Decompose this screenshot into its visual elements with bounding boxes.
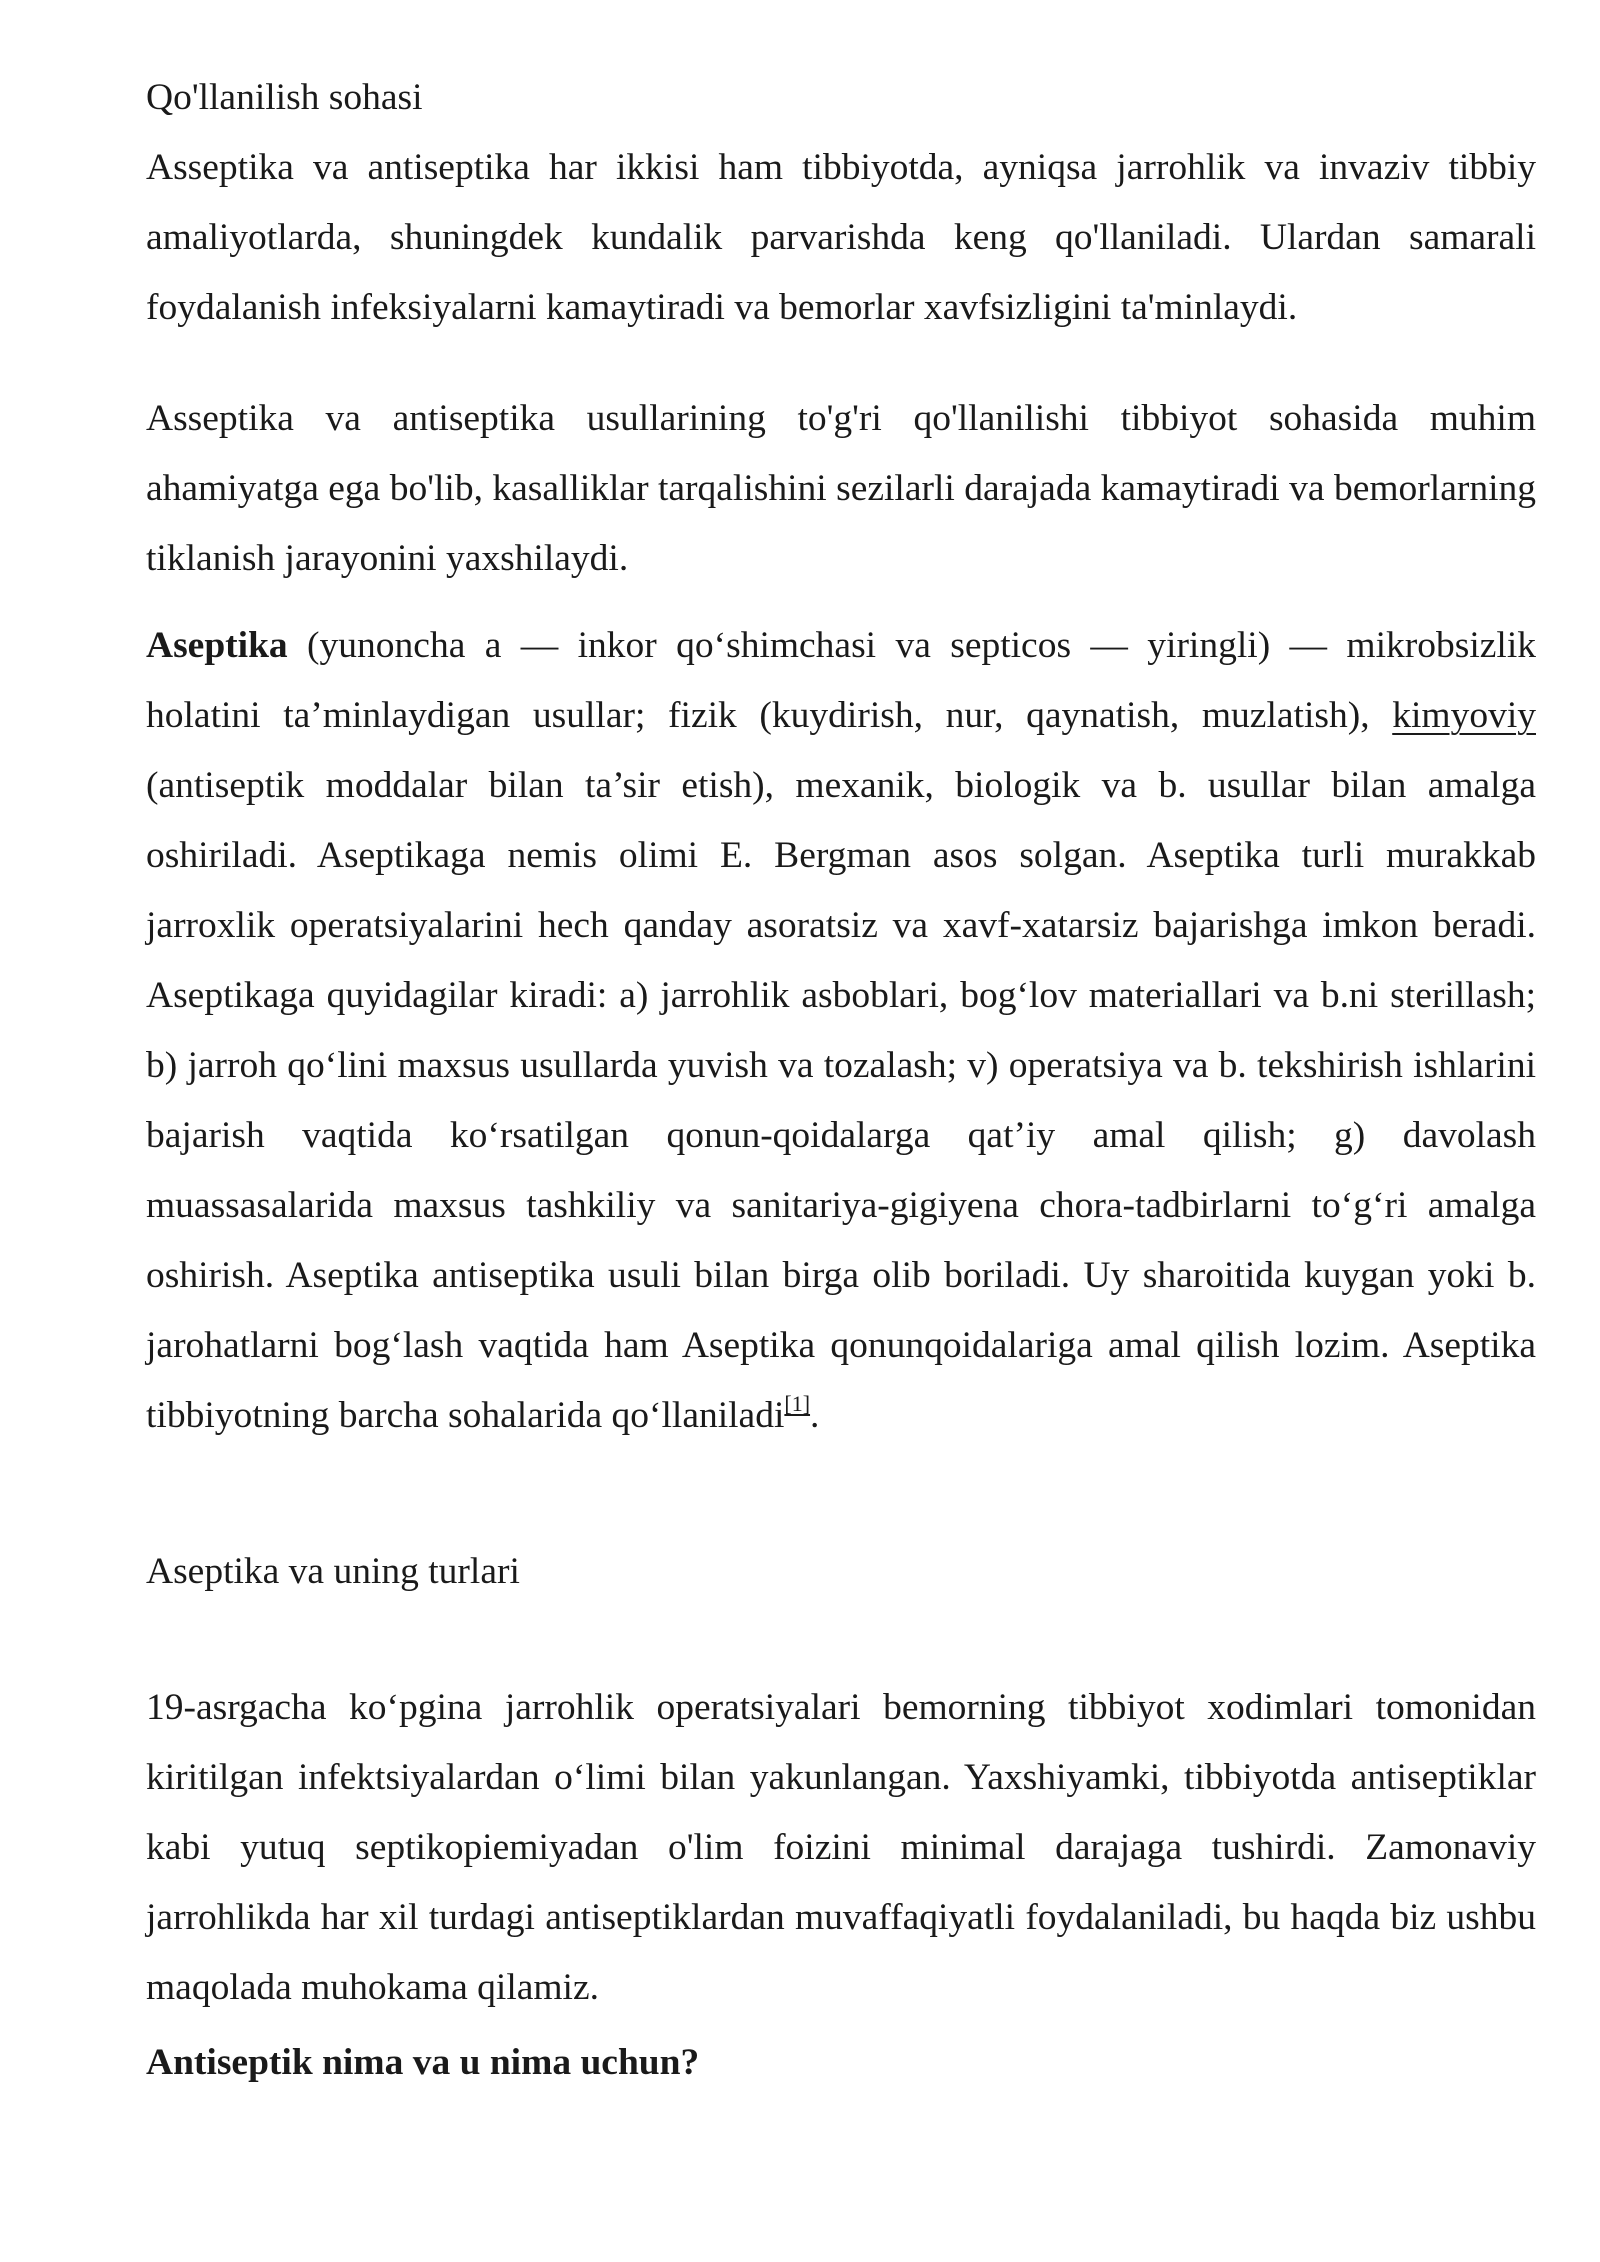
paragraph-aseptika [146,611,1536,1451]
paragraph-importance: Asseptika va antiseptika usullarining to'g'ri qo'llanilishi tibbiyot sohasida muhim ahamiyatga ega bo'lib, kasalliklar tarqalishini sezilarli darajada kamaytiradi va bemorlarning tiklanish jarayonini yaxshilaydi. [146,398,1536,579]
section-title-application: Qo'llanilish sohasi [146,77,423,118]
aseptika-text-part-1: (yunoncha a — inkor qo‘shimchasi va septicos — yiringli) — mikrobsizlik holatini ta’minlaydigan usullar; fizik (kuydirish, nur, qaynatish, muzlatish), [146,625,1536,736]
aseptika-text-part-2: (antiseptik moddalar bilan ta’sir etish), mexanik, biologik va b. usullar bilan amalga oshiriladi. Aseptikaga nemis olimi E. Bergman asos solgan. Aseptika turli murakkab jarroxlik operatsiyalarini hech qanday asoratsiz va xavf-xatarsiz bajarishga imkon beradi. Aseptikaga quyidagilar kiradi: a) jarrohlik asboblari, bog‘lov materiallari va b.ni sterillash; b) jarroh qo‘lini maxsus usullarda yuvish va tozalash; v) operatsiya va b. tekshirish ishlarini bajarish vaqtida ko‘rsatilgan qonun-qoidalarga qat’iy amal qilish; g) davolash muassasalarida maxsus tashkiliy va sanitariya-gigiyena chora-tadbirlarni to‘g‘ri amalga oshirish. Aseptika antiseptika usuli bilan birga olib boriladi. Uy sharoitida kuygan yoki b. jarohatlarni bog‘lash vaqtida ham Aseptika qonunqoidalariga amal qilish lozim. Aseptika tibbiyotning barcha sohalarida qo‘llaniladi [146,765,1536,1436]
heading-antiseptik-question: Antiseptik nima va u nima uchun? [146,2042,700,2083]
section-title-types: Aseptika va uning turlari [146,1551,520,1592]
aseptika-term: Aseptika [146,625,288,666]
kimyoviy-link[interactable]: kimyoviy [1392,695,1536,736]
paragraph-application: Asseptika va antiseptika har ikkisi ham tibbiyotda, ayniqsa jarrohlik va invaziv tibbiy amaliyotlarda, shuningdek kundalik parvarishda keng qo'llaniladi. Ulardan samarali foydalanish infeksiyalarni kamaytiradi va bemorlar xavfsizligini ta'minlaydi. [146,147,1536,328]
footnote-link[interactable]: [1] [784,1391,811,1416]
paragraph-history: 19-asrgacha ko‘pgina jarrohlik operatsiyalari bemorning tibbiyot xodimlari tomonidan kiritilgan infektsiyalardan o‘limi bilan yakunlangan. Yaxshiyamki, tibbiyotda antiseptiklar kabi yutuq septikopiemiyadan o'lim foizini minimal darajaga tushirdi. Zamonaviy jarrohlikda har xil turdagi antiseptiklardan muvaffaqiyatli foydalaniladi, bu haqda biz ushbu maqolada muhokama qilamiz. [146,1687,1536,2008]
aseptika-text-end: . [810,1395,820,1436]
